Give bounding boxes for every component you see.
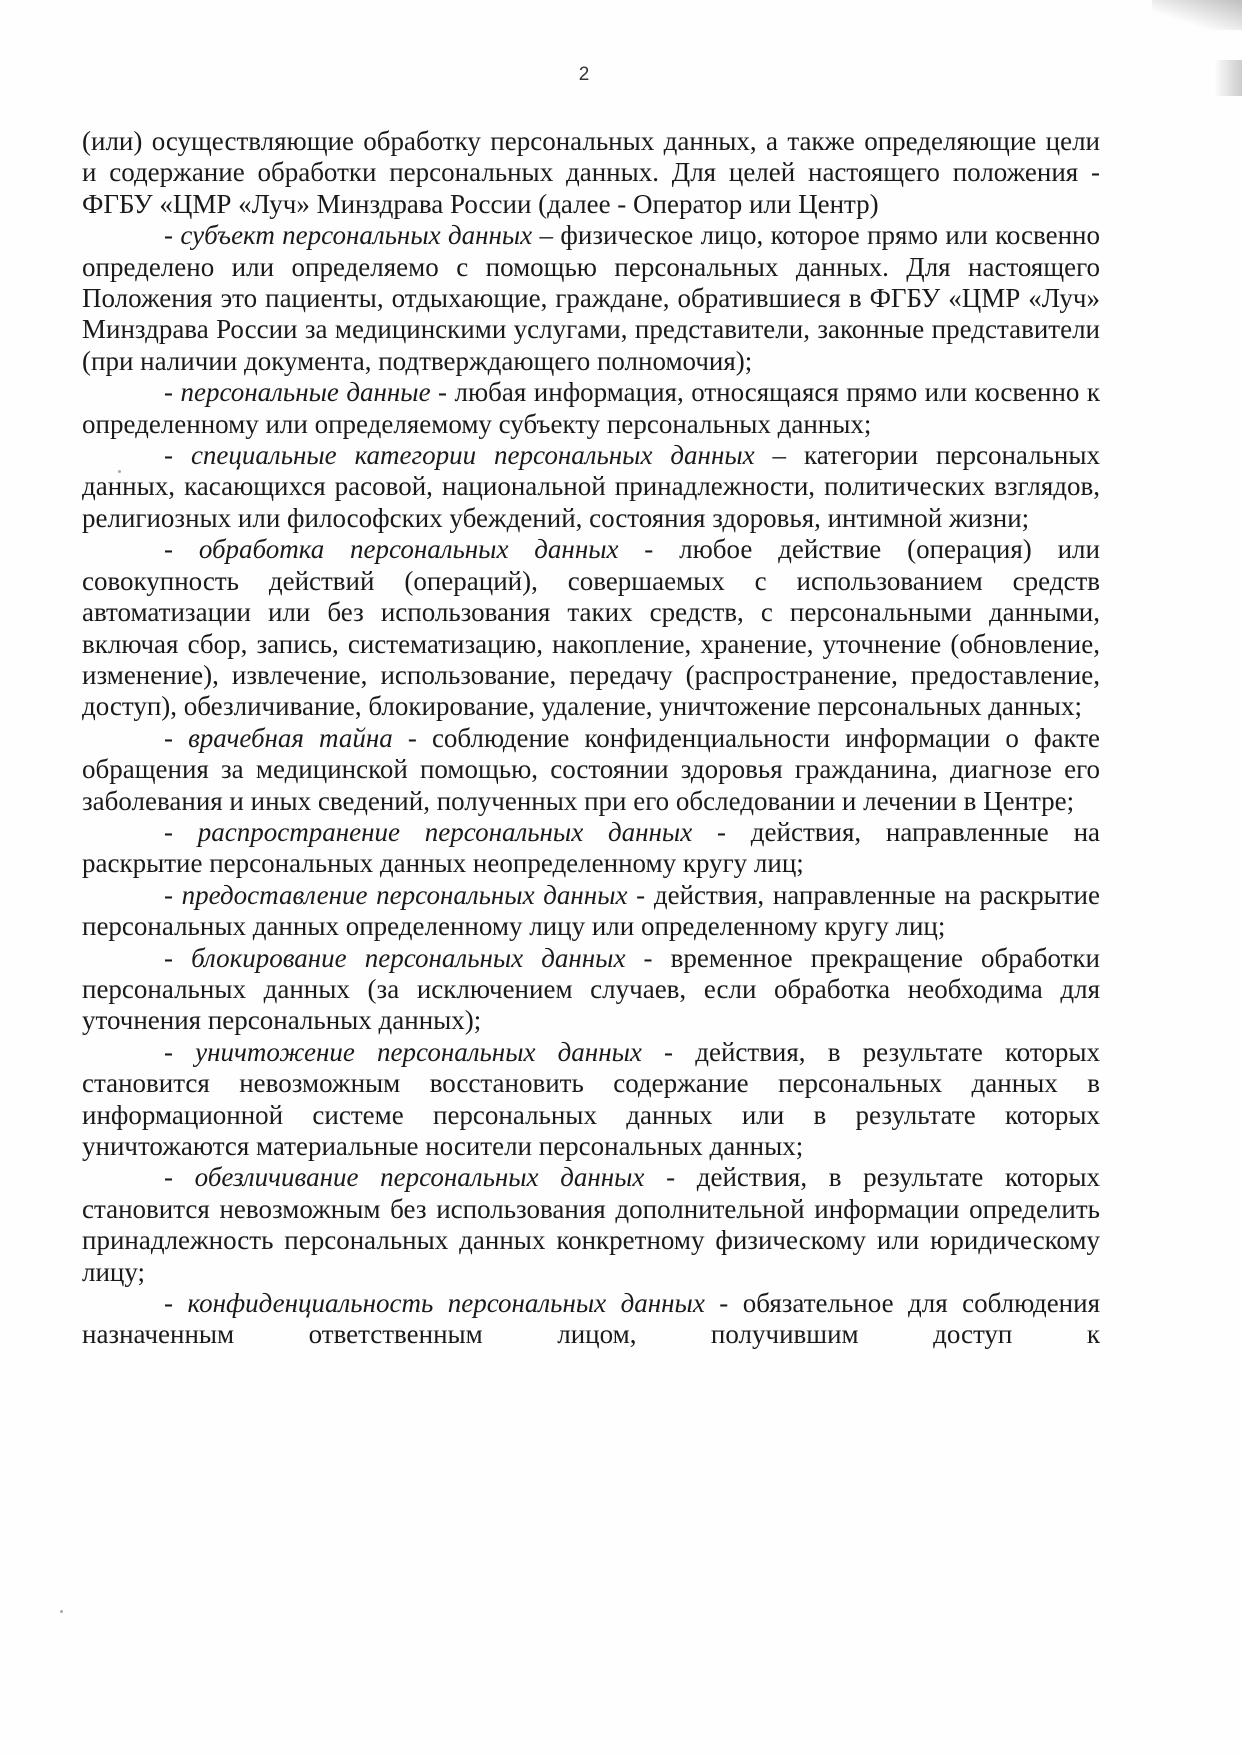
definition-item: - врачебная тайна - соблюдение конфиденциальности информации о факте обращения за медицинской помощью, состоянии здоровья гражданина, диагнозе его заболевания и иных сведений, полученных при его обследовании и лечении в Центре; bbox=[82, 722, 1100, 816]
definition-text: действия, в результате которых становится невозможным восстановить содержание персональных данных в информационной системе персональных данных или в результате которых уничтожаются материальные носители персональных данных; bbox=[82, 1036, 1100, 1161]
scan-shadow bbox=[1152, 0, 1242, 30]
definition-item: - распространение персональных данных - действия, направленные на раскрытие персональных данных неопределенному кругу лиц; bbox=[82, 816, 1101, 879]
definition-item: - субъект персональных данных – физическое лицо, которое прямо или косвенно определено или определяемо с помощью персональных данных. Для настоящего Положения это пациенты, отдыхающие, граждане, обратившиеся в ФГБУ «ЦМР «Луч» Минздрава России за медицинскими услугами, представители, законные представители (при наличии документа, подтверждающего полномочия); bbox=[82, 220, 1100, 376]
definition-text: любое действие (операция) или совокупность действий (операций), совершаемых с использованием средств автоматизации или без использования таких средств, с персональными данными, включая сбор, запись, систематизацию, накопление, хранение, уточнение (обновление, изменение), извлечение, использование, передачу (распространение, предоставление, доступ), обезличивание, блокирование, удаление, уничтожение персональных данных; bbox=[82, 534, 1100, 722]
definition-text: действия, в результате которых становится невозможным без использования дополнительной информации определить принадлежность персональных данных конкретному физическому или юридическому лицу; bbox=[82, 1162, 1100, 1287]
definition-item: - уничтожение персональных данных - действия, в результате которых становится невозможным восстановить содержание персональных данных в информационной системе персональных данных или в результате которых уничтожаются материальные носители персональных данных; bbox=[82, 1036, 1100, 1161]
definition-item: - обезличивание персональных данных - действия, в результате которых становится невозможным без использования дополнительной информации определить принадлежность персональных данных конкретному физическому или юридическому лицу; bbox=[82, 1162, 1100, 1287]
definition-term: распространение персональных данных bbox=[197, 816, 693, 847]
definition-item: - предоставление персональных данных - действия, направленные на раскрытие персональных данных определенному лицу или определенному кругу лиц; bbox=[82, 879, 1100, 942]
scan-shadow-edge bbox=[1214, 60, 1242, 96]
definition-text: обязательное для соблюдения назначенным ответственным лицом, получившим доступ к bbox=[82, 1288, 1100, 1350]
definition-term: предоставление персональных данных bbox=[181, 879, 628, 910]
definition-term: блокирование персональных данных bbox=[191, 942, 626, 973]
definition-text: физическое лицо, которое прямо или косвенно определено или определяемо с помощью персональных данных. Для настоящего Положения это пациенты, отдыхающие, граждане, обратившиеся в ФГБУ «ЦМР «Луч» Минздрава России за медицинскими услугами, представители, законные представители (при наличии документа, подтверждающего полномочия); bbox=[82, 220, 1100, 376]
definition-text: действия, направленные на раскрытие персональных данных определенному лицу или определенному кругу лиц; bbox=[82, 879, 1100, 942]
page-number: 2 bbox=[578, 64, 590, 85]
definition-term: субъект персональных данных bbox=[180, 220, 533, 251]
definition-text: соблюдение конфиденциальности информации о факте обращения за медицинской помощью, состоянии здоровья гражданина, диагнозе его заболевания и иных сведений, полученных при его обследовании и лечении в Центре; bbox=[82, 722, 1100, 816]
definition-term: обезличивание персональных данных bbox=[194, 1162, 645, 1193]
definition-term: обработка персональных данных bbox=[198, 534, 619, 565]
definition-text: категории персональных данных, касающихся расовой, национальной принадлежности, политических взглядов, религиозных или философских убеждений, состояния здоровья, интимной жизни; bbox=[82, 440, 1101, 533]
definition-item: - конфиденциальность персональных данных - обязательное для соблюдения назначенным ответственным лицом, получившим доступ к bbox=[82, 1288, 1100, 1350]
definition-item: - персональные данные - любая информация, относящаяся прямо или косвенно к определенному или определяемому субъекту персональных данных; bbox=[82, 377, 1100, 439]
definition-term: специальные категории персональных данных bbox=[190, 440, 755, 471]
definition-item: - блокирование персональных данных - временное прекращение обработки персональных данных (за исключением случаев, если обработка необходима для уточнения персональных данных); bbox=[82, 942, 1100, 1036]
definition-text: любая информация, относящаяся прямо или косвенно к определенному или определяемому субъекту персональных данных; bbox=[82, 377, 1100, 439]
definition-term: персональные данные bbox=[180, 377, 431, 408]
definition-text: действия, направленные на раскрытие персональных данных неопределенному кругу лиц; bbox=[82, 816, 1101, 879]
definition-term: конфиденциальность персональных данных bbox=[187, 1288, 705, 1319]
definition-text: временное прекращение обработки персональных данных (за исключением случаев, если обработка необходима для уточнения персональных данных); bbox=[82, 942, 1100, 1036]
definition-item: - специальные категории персональных данных – категории персональных данных, касающихся расовой, национальной принадлежности, политических взглядов, религиозных или философских убеждений, состояния здоровья, интимной жизни; bbox=[82, 440, 1101, 533]
document-body bbox=[82, 126, 1100, 1351]
scan-speck bbox=[60, 1610, 63, 1613]
definition-item: - обработка персональных данных - любое действие (операция) или совокупность действий (операций), совершаемых с использованием средств автоматизации или без использования таких средств, с персональными данными, включая сбор, запись, систематизацию, накопление, хранение, уточнение (обновление, изменение), извлечение, использование, передачу (распространение, предоставление, доступ), обезличивание, блокирование, удаление, уничтожение персональных данных; bbox=[82, 534, 1100, 722]
definition-term: врачебная тайна bbox=[188, 722, 393, 753]
intro-paragraph: (или) осуществляющие обработку персональных данных, а также определяющие цели и содержание обработки персональных данных. Для целей настоящего положения - ФГБУ «ЦМР «Луч» Минздрава России (далее - Оператор или Центр) bbox=[82, 126, 1100, 219]
definition-term: уничтожение персональных данных bbox=[195, 1036, 642, 1067]
